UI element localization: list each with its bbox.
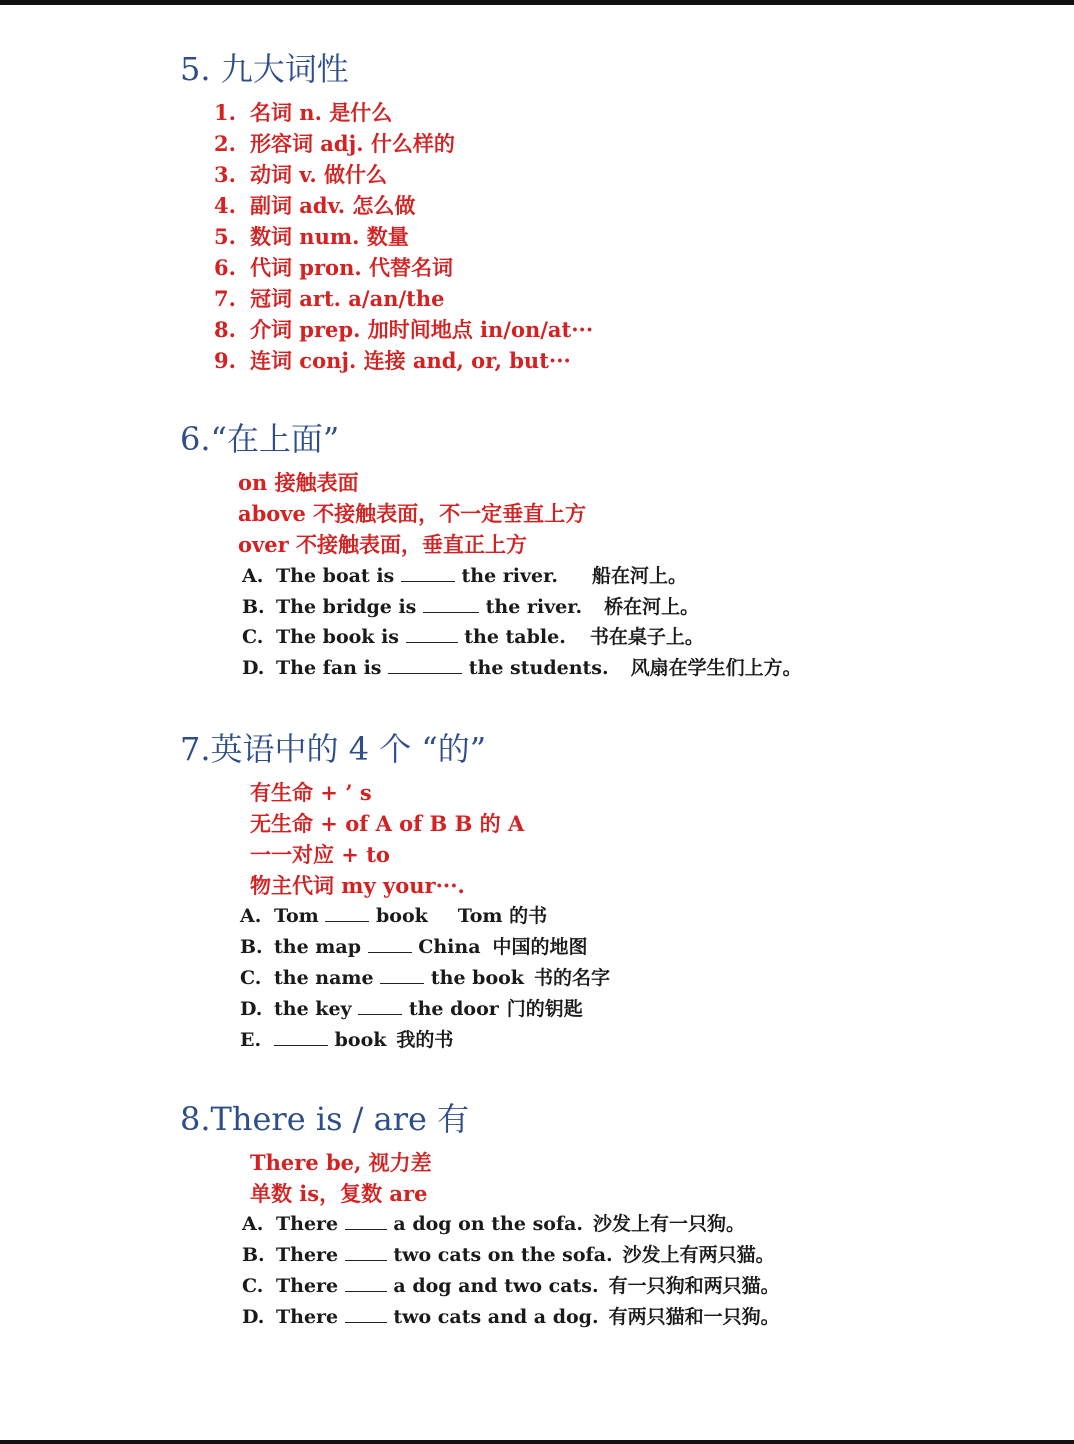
pos-item: 1. 名词 n. 是什么	[214, 100, 393, 125]
exercise-line: A. The boat is the river. 船在河上。	[242, 565, 688, 587]
pos-item: 9. 连词 conj. 连接 and, or, but···	[214, 348, 571, 373]
exercise-line: C. the name the book 书的名字	[240, 967, 610, 989]
exercise-line: B. the map China 中国的地图	[240, 936, 588, 958]
exercise-line: A. Tom book Tom 的书	[240, 905, 548, 927]
exercise-line: A. There a dog on the sofa. 沙发上有一只狗。	[242, 1213, 746, 1235]
pos-item: 3. 动词 v. 做什么	[214, 162, 388, 187]
exercise-line: B. The bridge is the river. 桥在河上。	[242, 596, 700, 618]
exercise-line: C. There a dog and two cats. 有一只狗和两只猫。	[242, 1275, 780, 1297]
section-5-title: 5. 九大词性	[180, 50, 349, 88]
top-border	[0, 0, 1074, 5]
rule-line: 有生命 + ’ s	[250, 780, 372, 805]
exercise-line: B. There two cats on the sofa. 沙发上有两只猫。	[242, 1244, 775, 1266]
pos-item: 2. 形容词 adj. 什么样的	[214, 131, 455, 156]
exercise-line: D. The fan is the students. 风扇在学生们上方。	[242, 657, 802, 679]
pos-item: 6. 代词 pron. 代替名词	[214, 255, 453, 280]
section-7-title: 7.英语中的 4 个 “的”	[180, 730, 487, 768]
section-8-title: 8.There is / are 有	[180, 1100, 470, 1138]
rule-line: over 不接触表面，垂直正上方	[238, 532, 527, 557]
rule-line: 物主代词 my your···.	[250, 873, 465, 898]
pos-item: 7. 冠词 art. a/an/the	[214, 286, 445, 311]
pos-item: 4. 副词 adv. 怎么做	[214, 193, 416, 218]
exercise-line: D. the key the door 门的钥匙	[240, 998, 583, 1020]
rule-line: There be, 视力差	[250, 1150, 432, 1175]
exercise-line: D. There two cats and a dog. 有两只猫和一只狗。	[242, 1306, 780, 1328]
rule-line: 单数 is，复数 are	[250, 1181, 428, 1206]
exercise-line: E. book 我的书	[240, 1029, 454, 1051]
exercise-line: C. The book is the table. 书在桌子上。	[242, 626, 704, 648]
section-6-title: 6.“在上面”	[180, 420, 340, 458]
pos-item: 5. 数词 num. 数量	[214, 224, 409, 249]
pos-item: 8. 介词 prep. 加时间地点 in/on/at···	[214, 317, 594, 342]
rule-line: 无生命 + of A of B B 的 A	[250, 811, 525, 836]
rule-line: on 接触表面	[238, 470, 359, 495]
rule-line: 一一对应 + to	[250, 842, 390, 867]
bottom-border	[0, 1440, 1074, 1444]
rule-line: above 不接触表面，不一定垂直上方	[238, 501, 587, 526]
